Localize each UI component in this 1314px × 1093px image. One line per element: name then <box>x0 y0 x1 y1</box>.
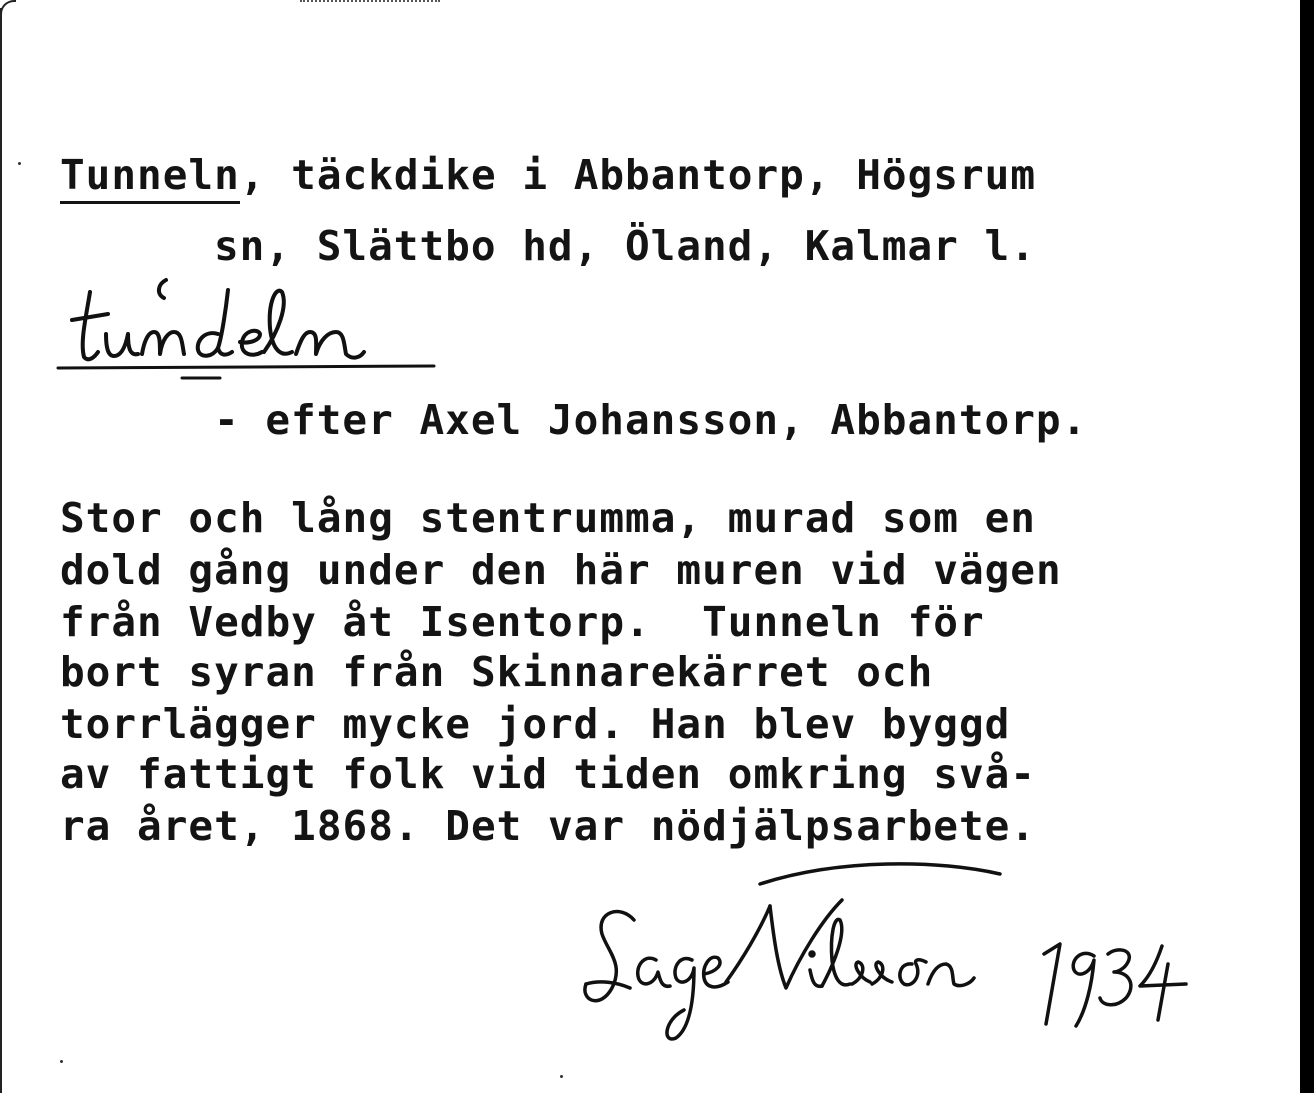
informant-line: - efter Axel Johansson, Abbantorp. <box>214 396 1088 444</box>
header-location: , täckdike i Abbantorp, Högsrum <box>239 151 1037 199</box>
body-line-4: bort syran från Skinnarekärret och <box>60 648 934 696</box>
body-line-1: Stor och lång stentrumma, murad som en <box>60 494 1036 542</box>
dialect-form-handwriting <box>50 262 450 392</box>
headword: Tunneln <box>60 151 240 204</box>
signature-handwriting <box>560 860 1220 1060</box>
scan-speck <box>60 1060 63 1063</box>
scan-speck <box>18 162 21 165</box>
scan-artifact-top <box>300 0 440 5</box>
body-line-6: av fattigt folk vid tiden omkring svå- <box>60 750 1036 798</box>
body-line-3: från Vedby åt Isentorp. Tunneln för <box>60 598 985 646</box>
body-line-2: dold gång under den här muren vid vägen <box>60 546 1062 594</box>
body-line-7: ra året, 1868. Det var nödjälpsarbete. <box>60 802 1036 850</box>
card-edge-left <box>0 8 2 1093</box>
scan-speck <box>560 1075 563 1078</box>
body-line-5: torrlägger mycke jord. Han blev byggd <box>60 700 1011 748</box>
card-corner <box>0 0 16 16</box>
card-edge-right <box>1300 0 1314 1093</box>
card-header-line-1 <box>60 151 1037 199</box>
card-header-line-2: sn, Slättbo hd, Öland, Kalmar l. <box>214 222 1036 270</box>
